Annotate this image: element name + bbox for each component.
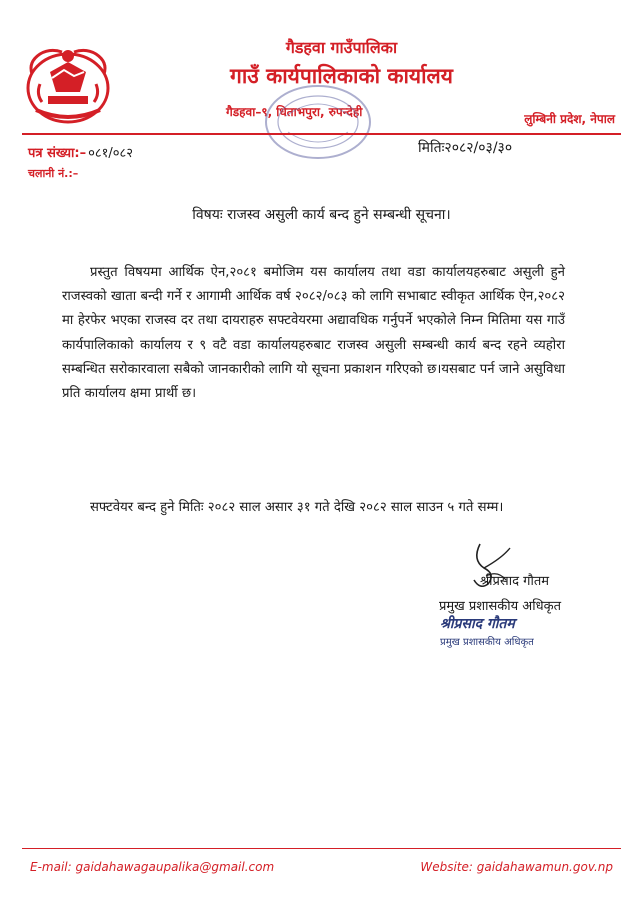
header-divider xyxy=(22,133,621,135)
municipality-name: गैडहवा गाउँपालिका xyxy=(285,38,398,57)
province-name: लुम्बिनी प्रदेश, नेपाल xyxy=(524,112,615,126)
body-paragraph-2: सफ्टवेयर बन्द हुने मितिः २०८२ साल असार ३१ गते देखि २०८२ साल साउन ५ गते सम्म। xyxy=(90,500,504,515)
office-stamp-icon xyxy=(262,82,374,164)
office-name: गाउँ कार्यपालिकाको कार्यालय xyxy=(230,64,453,88)
seal-title: प्रमुख प्रशासकीय अधिकृत xyxy=(440,637,534,648)
letter-subject: विषयः राजस्व असुली कार्य बन्द हुने सम्बन्धी सूचना। xyxy=(192,207,451,223)
footer-email[interactable]: E-mail: gaidahawagaupalika@gmail.com xyxy=(30,860,275,874)
office-address: गैडहवा–९, धिताभपुरा, रुपन्देही xyxy=(226,105,363,119)
reference-label: पत्र संख्या:– xyxy=(28,146,87,161)
body-paragraph-1: प्रस्तुत विषयमा आर्थिक ऐन,२०८१ बमोजिम यस कार्यालय तथा वडा कार्यालयहरुबाट असुली हुने राजस्वको खाता बन्दी गर्ने र आगामी आर्थिक वर्ष २०८२/०८३ को लागि सभाबाट स्वीकृत आर्थिक ऐन,२०८२ मा हेरफेर भएका राजस्व दर तथा दायराहरु सफ्टवेयरमा अद्यावधिक गर्नुपर्ने भएकोले निम्न मितिमा यस गाउँ कार्यपालिकाको कार्यालय र ९ वटै वडा कार्यालयहरुबाट राजस्व असुली सम्बन्धी कार्य बन्द रहने व्यहोरा सम्बन्धित सरोकारवाला सबैको जानकारीको लागि यो सूचना प्रकाशन गरिएको छ।यसबाट पर्न जाने असुविधा प्रति कार्यालय क्षमा प्रार्थी छ। xyxy=(62,265,565,402)
letter-date: मितिः२०८२/०३/३० xyxy=(418,140,513,156)
reference-value: ०८१/०८२ xyxy=(88,146,134,161)
signer-title: प्रमुख प्रशासकीय अधिकृत xyxy=(438,599,561,614)
footer-website[interactable]: Website: gaidahawamun.gov.np xyxy=(420,860,613,874)
footer-divider xyxy=(22,848,621,849)
signer-name: श्रीप्रसाद गौतम xyxy=(479,574,549,589)
dispatch-number-label: चलानी नं.:– xyxy=(28,167,79,180)
reference-number xyxy=(28,143,133,161)
seal-name: श्रीप्रसाद गौतम xyxy=(440,616,515,632)
